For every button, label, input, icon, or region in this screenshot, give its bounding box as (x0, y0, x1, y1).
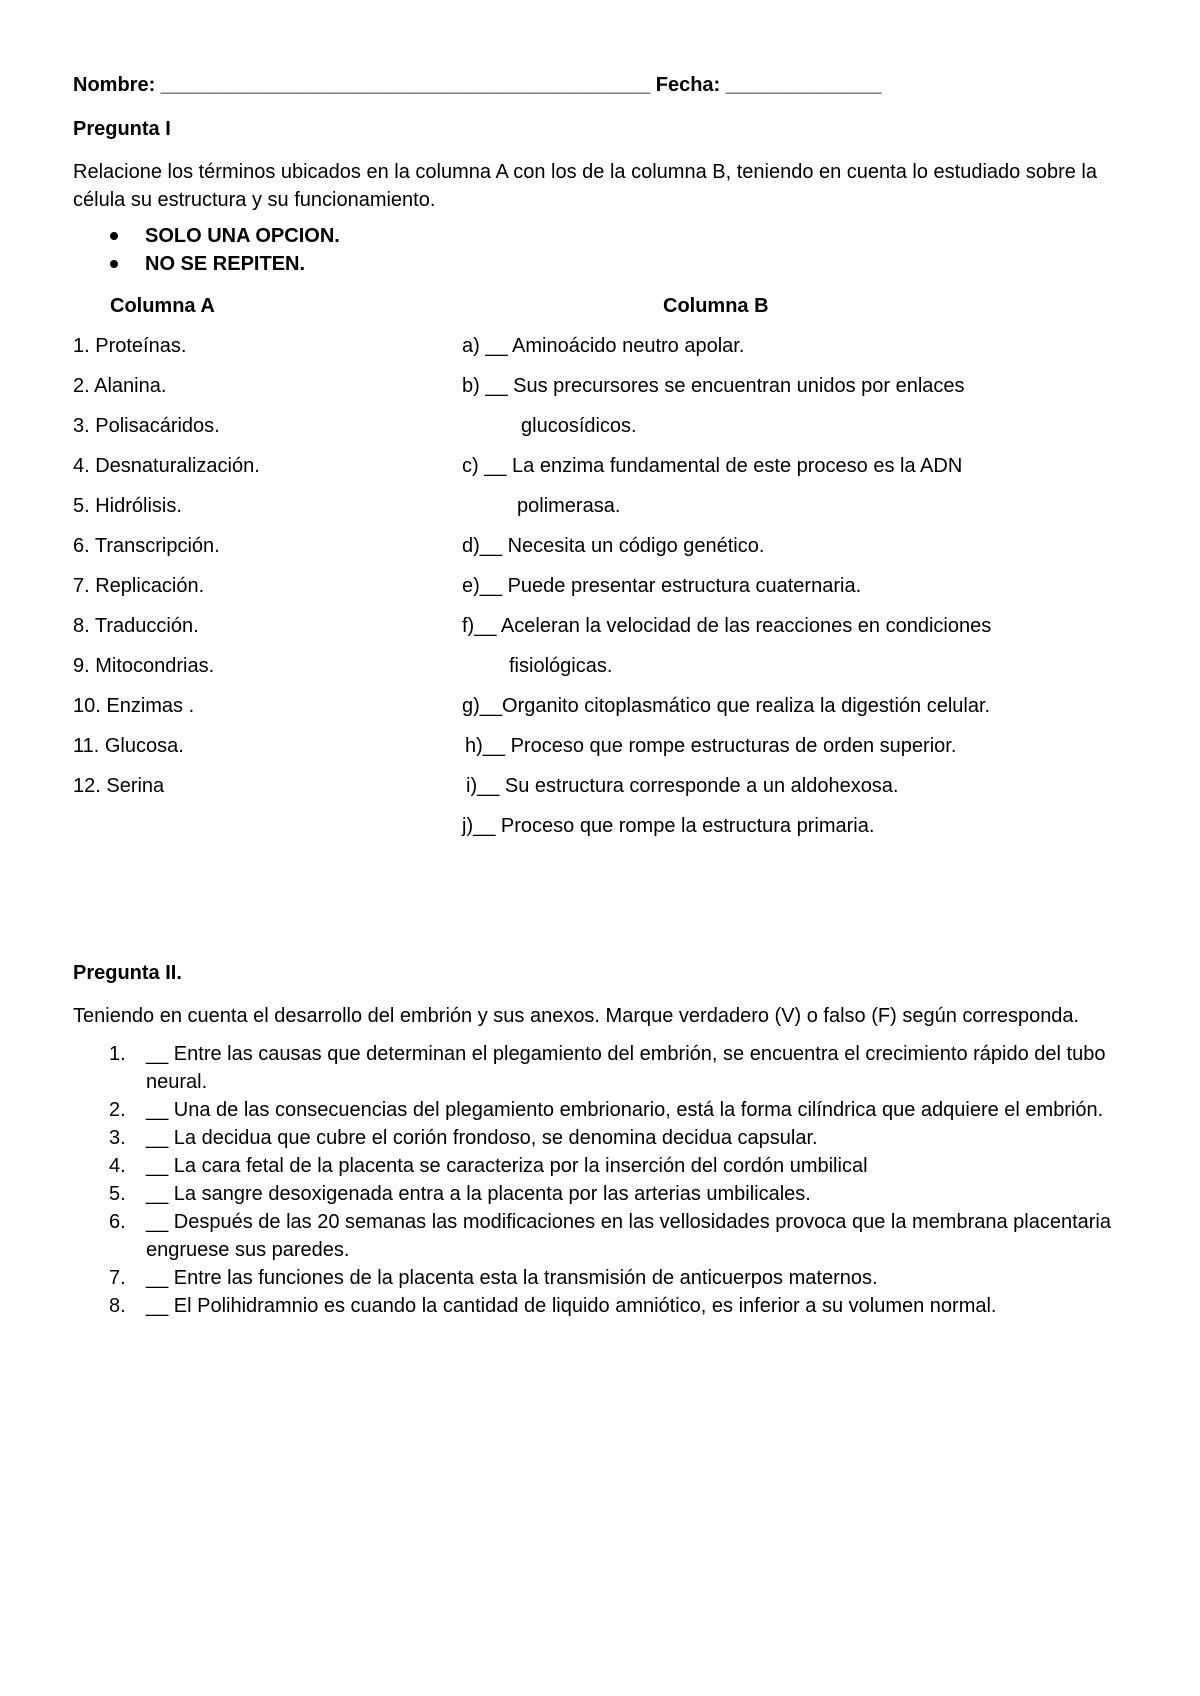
table-row (73, 492, 1133, 520)
table-row (73, 652, 1133, 680)
list-item: 2. __ Una de las consecuencias del plegamiento embrionario, está la forma cilíndrica que adquiere el embrión. (109, 1099, 1104, 1121)
true-false-list (73, 1040, 1133, 1320)
pregunta-2-instructions: Teniendo en cuenta el desarrollo del embrión y sus anexos. Marque verdadero (V) o falso (F) según corresponda. (73, 1005, 1080, 1027)
rules-list (73, 222, 1133, 278)
column-b-item: b) __ Sus precursores se encuentran unidos por enlaces (462, 375, 965, 397)
column-a-item: 8. Traducción. (73, 615, 199, 637)
rule-item: NO SE REPITEN. (73, 250, 1133, 278)
bullet-icon (110, 260, 118, 268)
table-row (73, 692, 1133, 720)
column-b-item: g)__Organito citoplasmático que realiza la digestión celular. (462, 695, 991, 717)
column-b-continuation: polimerasa. (517, 495, 621, 517)
table-row (73, 412, 1133, 440)
column-b-item: d)__ Necesita un código genético. (462, 535, 765, 557)
column-a-item: 3. Polisacáridos. (73, 415, 220, 437)
rule-item: SOLO UNA OPCION. (73, 222, 1133, 250)
column-a-item: 12. Serina (73, 775, 165, 797)
column-a-header: Columna A (110, 295, 215, 317)
table-row (73, 452, 1133, 480)
column-a-item: 5. Hidrólisis. (73, 495, 182, 517)
table-row (73, 332, 1133, 360)
table-row (73, 572, 1133, 600)
column-b-continuation: fisiológicas. (509, 655, 613, 677)
pregunta-2-section (73, 958, 1133, 1320)
column-b-header: Columna B (663, 295, 769, 317)
column-b-item: c) __ La enzima fundamental de este proceso es la ADN (462, 455, 963, 477)
column-a-item: 1. Proteínas. (73, 335, 187, 357)
column-a-item: 7. Replicación. (73, 575, 205, 597)
name-date-header: Nombre: ____________________________________________ Fecha: ______________ (73, 74, 882, 96)
column-b-item: h)__ Proceso que rompe estructuras de orden superior. (465, 735, 957, 757)
table-row (73, 532, 1133, 560)
pregunta-2-title: Pregunta II. (73, 962, 182, 984)
pregunta-1-title: Pregunta I (73, 118, 171, 140)
column-b-continuation: glucosídicos. (521, 415, 637, 437)
column-b-item: e)__ Puede presentar estructura cuaternaria. (462, 575, 862, 597)
list-item: 1. __ Entre las causas que determinan el plegamiento del embrión, se encuentra el crecimiento rápido del tubo neural. (109, 1043, 1106, 1093)
column-a-item: 10. Enzimas . (73, 695, 195, 717)
table-row (73, 772, 1133, 800)
list-item: 8. __ El Polihidramnio es cuando la cantidad de liquido amniótico, es inferior a su volumen normal. (109, 1295, 997, 1317)
bullet-icon (110, 232, 118, 240)
column-a-item: 2. Alanina. (73, 375, 167, 397)
list-item: 6. __ Después de las 20 semanas las modificaciones en las vellosidades provoca que la membrana placentaria engruese sus paredes. (109, 1211, 1111, 1261)
table-row (73, 372, 1133, 400)
list-item: 3. __ La decidua que cubre el corión frondoso, se denomina decidua capsular. (109, 1127, 818, 1149)
pregunta-1-instructions: Relacione los términos ubicados en la columna A con los de la columna B, teniendo en cuenta lo estudiado sobre la célula su estructura y su funcionamiento. (73, 161, 1097, 211)
column-a-item: 6. Transcripción. (73, 535, 220, 557)
worksheet-page (73, 70, 1133, 892)
column-b-item: i)__ Su estructura corresponde a un aldohexosa. (466, 775, 899, 797)
matching-table (73, 292, 1133, 892)
column-b-item: j)__ Proceso que rompe la estructura primaria. (462, 815, 875, 837)
column-a-item: 4. Desnaturalización. (73, 455, 260, 477)
column-b-item: a) __ Aminoácido neutro apolar. (462, 335, 745, 357)
table-row (73, 612, 1133, 640)
table-row (73, 812, 1133, 840)
list-item: 5. __ La sangre desoxigenada entra a la placenta por las arterias umbilicales. (109, 1183, 811, 1205)
column-a-item: 11. Glucosa. (73, 735, 184, 757)
table-row (73, 732, 1133, 760)
column-a-item: 9. Mitocondrias. (73, 655, 215, 677)
column-b-item: f)__ Aceleran la velocidad de las reacciones en condiciones (462, 615, 992, 637)
list-item: 7. __ Entre las funciones de la placenta esta la transmisión de anticuerpos maternos. (109, 1267, 878, 1289)
list-item: 4. __ La cara fetal de la placenta se caracteriza por la inserción del cordón umbilical (109, 1155, 868, 1177)
